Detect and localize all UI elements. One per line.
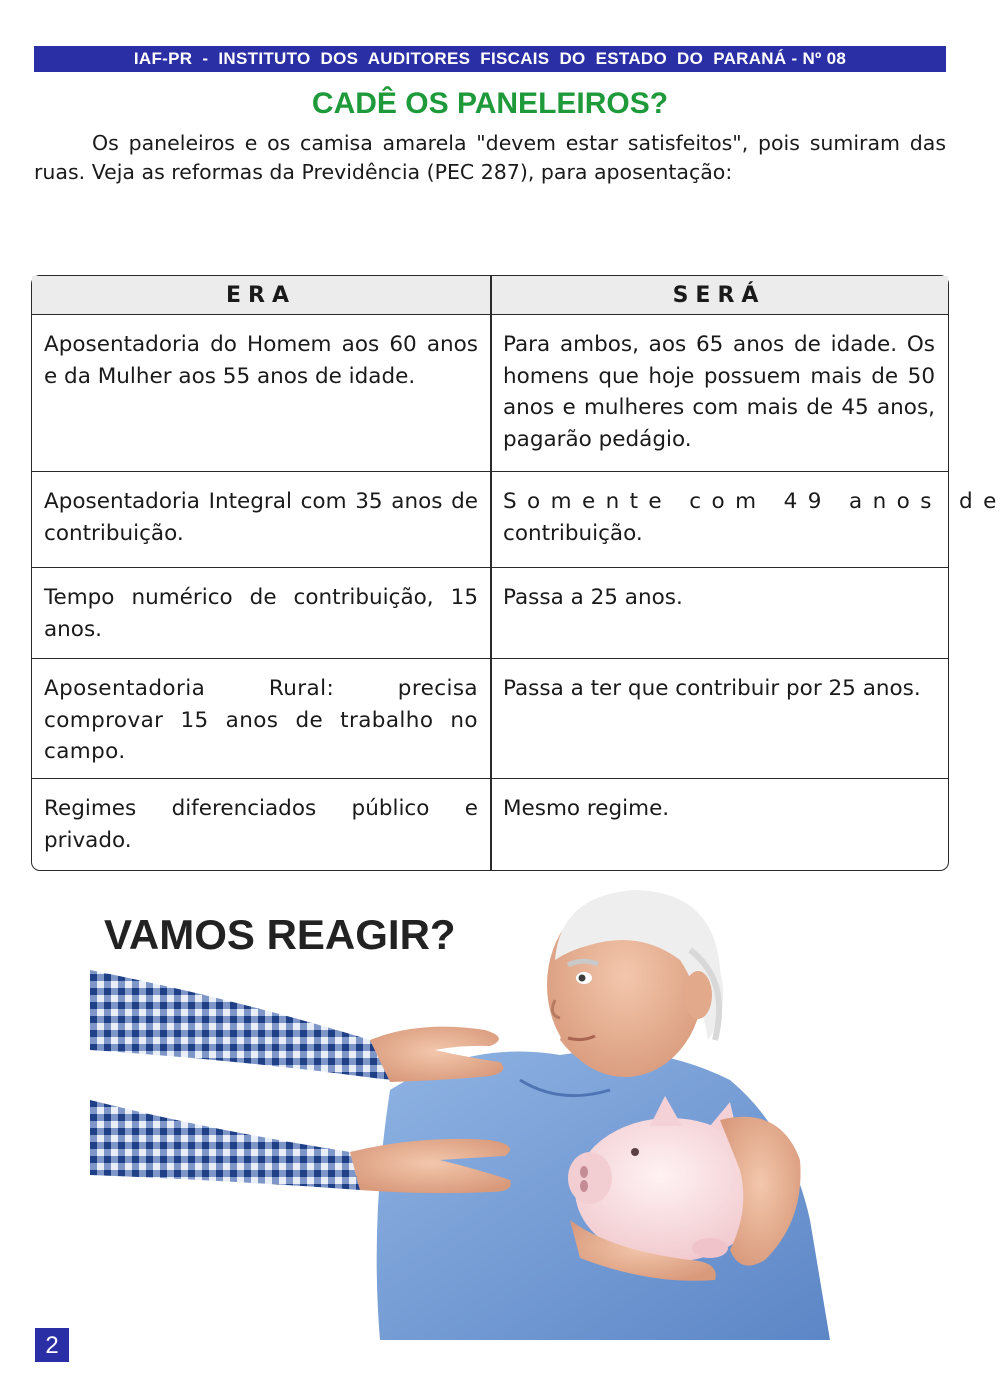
cell-sera: Mesmo regime. [503, 796, 670, 821]
cell-era: Aposentadoria do Homem aos 60 anos e da Mulher aos 55 anos de idade. [44, 332, 478, 389]
column-header-era: ERA [226, 283, 296, 308]
cell-era: Aposentadoria Integral com 35 anos de contribuição. [44, 489, 478, 546]
table-row [32, 659, 948, 779]
table-row [32, 568, 948, 659]
page-number: 2 [35, 1328, 69, 1362]
slogan-heading: VAMOS REAGIR? [104, 911, 456, 958]
comparison-table [31, 275, 1007, 871]
cell-sera: Para ambos, aos 65 anos de idade. Os homens que hoje possuem mais de 50 anos e mulheres com mais de 45 anos, pagarão pedágio. [503, 332, 935, 452]
cell-sera [491, 472, 1007, 549]
cell-sera: Passa a 25 anos. [503, 585, 683, 610]
page-title: CADÊ OS PANELEIROS? [311, 87, 669, 120]
cell-era: Regimes diferenciados público e privado. [44, 796, 478, 853]
cell-era: Aposentadoria Rural: precisa comprovar 15 anos de trabalho no campo. [44, 676, 478, 764]
cell-sera-line2: contribuição. [503, 520, 643, 546]
column-header-sera: SERÁ [672, 283, 766, 308]
table-row [32, 472, 1007, 568]
header-text: IAF-PR - INSTITUTO DOS AUDITORES FISCAIS DO ESTADO DO PARANÁ - Nº 08 [133, 49, 847, 68]
header-bar [34, 46, 946, 72]
table-row [32, 315, 948, 472]
cell-sera-line1: Somente com 49 anos de [503, 489, 1007, 514]
intro-paragraph: Os paneleiros e os camisa amarela "devem estar satisfeitos", pois sumiram das ruas. Veja as reformas da Previdência (PEC 287), para aposentação: [34, 131, 946, 184]
cell-sera: Passa a ter que contribuir por 25 anos. [503, 676, 921, 701]
cell-era: Tempo numérico de contribuição, 15 anos. [44, 585, 478, 642]
table-row [32, 779, 948, 872]
